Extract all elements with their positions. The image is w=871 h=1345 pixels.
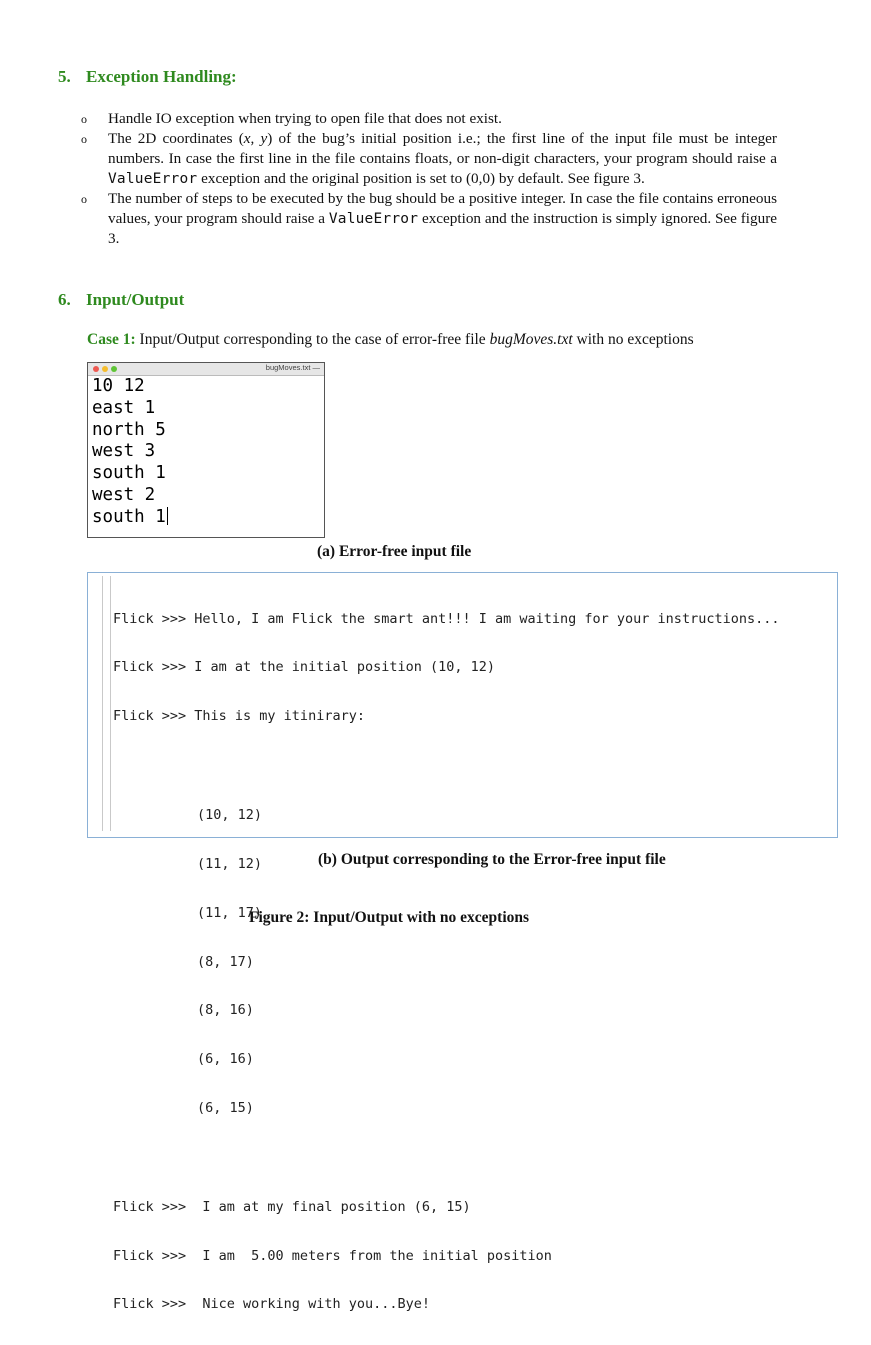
window-titlebar	[88, 363, 324, 376]
itinerary-point: (8, 17)	[197, 953, 254, 970]
console-line: Flick >>> This is my itinirary:	[113, 708, 365, 725]
itinerary-point: (6, 16)	[197, 1051, 254, 1068]
itinerary-point: (11, 17)	[197, 904, 263, 921]
bullet-marker: o	[81, 192, 87, 206]
exception-bullet-list	[81, 109, 777, 249]
console-lines	[113, 578, 779, 1345]
figure-caption: Figure 2: Input/Output with no exceptions	[249, 909, 530, 926]
bullet-text: The number of steps to be executed by the bug should be a positive integer. In case the file contains erroneous values, your program should raise a	[108, 190, 777, 227]
text-cursor	[167, 507, 168, 525]
bullet-marker: o	[81, 112, 87, 126]
section-number: 5.	[58, 67, 71, 86]
bullet-item	[81, 109, 777, 129]
bullet-text: ) of the bug’s initial position i.e.; the first line of the input file must be integer numbers. In case the first line in the file contains floats, or non-digit characters, your program should raise a	[108, 130, 777, 167]
case-1-description	[87, 331, 694, 349]
section-6-heading	[58, 290, 184, 310]
file-line: west 2	[92, 484, 156, 505]
console-spacer	[113, 1149, 779, 1166]
console-gutter	[102, 576, 111, 831]
itinerary-point: (11, 12)	[197, 855, 263, 872]
bullet-marker: o	[81, 132, 87, 146]
bullet-item	[81, 189, 777, 249]
zoom-window-icon[interactable]	[111, 366, 117, 372]
bullet-text: exception and the instruction is simply ignored. See figure 3.	[108, 210, 778, 247]
case-filename: bugMoves.txt	[489, 331, 573, 348]
console-line: Flick >>> I am at my final position (6, 15)	[113, 1198, 471, 1215]
case-text: Input/Output corresponding to the case of error-free file	[135, 331, 490, 348]
section-title: Exception Handling:	[86, 67, 237, 86]
section-5-heading	[58, 67, 237, 87]
section-title: Input/Output	[86, 290, 185, 309]
console-spacer	[113, 757, 779, 774]
code-valueerror: ValueError	[328, 211, 419, 227]
coord-y: y	[260, 130, 268, 147]
file-line-last	[92, 507, 324, 529]
bullet-text: exception and the original position is set to (0,0) by default. See figure 3.	[197, 170, 645, 187]
minimize-window-icon[interactable]	[102, 366, 108, 372]
file-line: west 3	[92, 441, 156, 462]
bullet-item	[81, 129, 777, 189]
bullet-text: The 2D coordinates (	[108, 130, 244, 147]
case-text: with no exceptions	[572, 331, 694, 348]
section-number: 6.	[58, 290, 71, 309]
file-line: north 5	[92, 419, 166, 440]
coord-comma: ,	[250, 130, 261, 147]
itinerary-point: (6, 15)	[197, 1100, 254, 1117]
file-line: 10 12	[92, 376, 145, 396]
coord-x: x	[243, 130, 251, 147]
console-line: Flick >>> Hello, I am Flick the smart ant!!! I am waiting for your instructions...	[113, 610, 780, 627]
file-editor-window	[87, 362, 325, 538]
console-line: Flick >>> Nice working with you...Bye!	[113, 1296, 430, 1313]
itinerary-point: (10, 12)	[197, 806, 263, 823]
file-content[interactable]	[88, 376, 324, 529]
bullet-text: Handle IO exception when trying to open file that does not exist.	[108, 110, 502, 127]
console-line: Flick >>> I am 5.00 meters from the initial position	[113, 1247, 552, 1264]
close-window-icon[interactable]	[93, 366, 99, 372]
caption-a: (a) Error-free input file	[317, 543, 472, 560]
code-valueerror: ValueError	[108, 171, 198, 187]
case-label: Case 1:	[87, 331, 136, 348]
window-title: bugMoves.txt —	[265, 363, 320, 372]
caption-b: (b) Output corresponding to the Error-free input file	[318, 851, 666, 868]
console-line: Flick >>> I am at the initial position (10, 12)	[113, 659, 496, 676]
file-line-text: south 1	[92, 506, 166, 527]
file-line: south 1	[92, 463, 166, 484]
file-line: east 1	[92, 397, 156, 418]
itinerary-point: (8, 16)	[197, 1002, 254, 1019]
